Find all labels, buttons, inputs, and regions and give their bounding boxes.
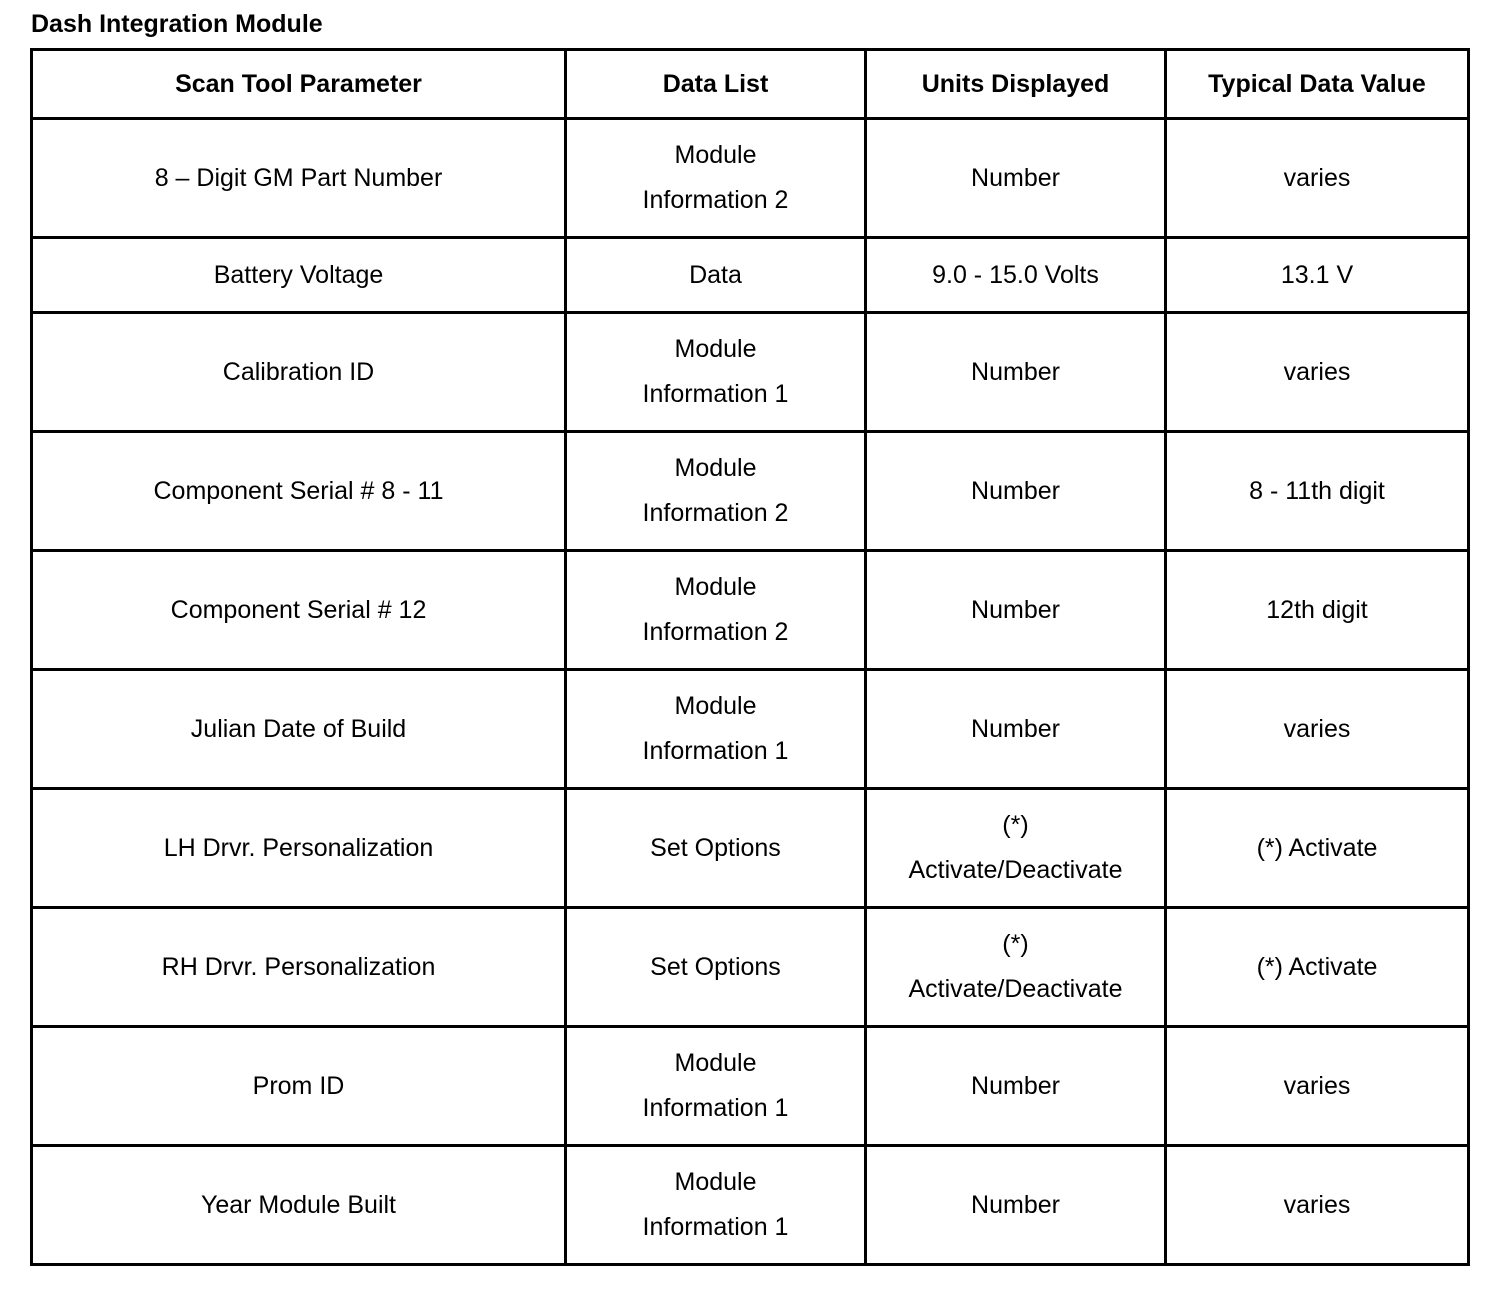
cell-units — [866, 670, 1166, 789]
cell-data-list — [566, 432, 866, 551]
cell-parameter: Component Serial # 8 - 11 — [32, 432, 566, 551]
cell-data-list — [566, 119, 866, 238]
cell-data-list-line: Module — [674, 692, 757, 720]
cell-typical-value: varies — [1166, 670, 1469, 789]
cell-data-list-line: Information 2 — [642, 186, 789, 214]
cell-data-list-line: Information 2 — [642, 618, 789, 646]
cell-parameter: Year Module Built — [32, 1146, 566, 1265]
table-body — [32, 119, 1469, 1265]
cell-units-line: (*) — [1002, 811, 1029, 839]
cell-units-line: Number — [971, 1190, 1060, 1219]
cell-data-list-line: Information 1 — [642, 1094, 789, 1122]
cell-data-list-line: Set Options — [650, 952, 781, 981]
cell-units — [866, 313, 1166, 432]
table-row — [32, 432, 1469, 551]
cell-units — [866, 1027, 1166, 1146]
cell-typical-value: (*) Activate — [1166, 908, 1469, 1027]
cell-typical-value: varies — [1166, 1146, 1469, 1265]
table-row — [32, 119, 1469, 238]
cell-data-list-line: Information 1 — [642, 380, 789, 408]
table-row — [32, 908, 1469, 1027]
cell-typical-value: (*) Activate — [1166, 789, 1469, 908]
cell-data-list-line: Module — [674, 454, 757, 482]
table-row — [32, 1146, 1469, 1265]
cell-units — [866, 908, 1166, 1027]
cell-parameter: LH Drvr. Personalization — [32, 789, 566, 908]
cell-typical-value: varies — [1166, 119, 1469, 238]
cell-typical-value: 12th digit — [1166, 551, 1469, 670]
cell-data-list — [566, 238, 866, 313]
cell-units — [866, 1146, 1166, 1265]
cell-data-list-line: Set Options — [650, 833, 781, 862]
cell-data-list — [566, 1146, 866, 1265]
cell-data-list-line: Data — [689, 260, 742, 289]
cell-units-line: Number — [971, 714, 1060, 743]
cell-data-list — [566, 670, 866, 789]
cell-units — [866, 789, 1166, 908]
cell-data-list-line: Module — [674, 1049, 757, 1077]
cell-parameter: Component Serial # 12 — [32, 551, 566, 670]
header-data-list: Data List — [566, 50, 866, 119]
cell-typical-value: 8 - 11th digit — [1166, 432, 1469, 551]
header-scan-tool-parameter: Scan Tool Parameter — [32, 50, 566, 119]
cell-data-list — [566, 1027, 866, 1146]
cell-data-list — [566, 551, 866, 670]
table-row — [32, 670, 1469, 789]
table-header-row — [32, 50, 1469, 119]
cell-parameter: 8 – Digit GM Part Number — [32, 119, 566, 238]
cell-units-line: Number — [971, 476, 1060, 505]
cell-units — [866, 238, 1166, 313]
document-title: Dash Integration Module — [31, 10, 323, 38]
cell-parameter: Julian Date of Build — [32, 670, 566, 789]
cell-units — [866, 551, 1166, 670]
table-row — [32, 238, 1469, 313]
cell-parameter: Prom ID — [32, 1027, 566, 1146]
table-row — [32, 551, 1469, 670]
cell-units-line: 9.0 - 15.0 Volts — [932, 260, 1099, 289]
cell-parameter: Calibration ID — [32, 313, 566, 432]
cell-units-line: Activate/Deactivate — [908, 975, 1123, 1003]
cell-units-line: Number — [971, 1071, 1060, 1100]
cell-parameter: Battery Voltage — [32, 238, 566, 313]
cell-typical-value: 13.1 V — [1166, 238, 1469, 313]
cell-data-list-line: Module — [674, 335, 757, 363]
scan-tool-parameter-table — [30, 48, 1470, 1266]
table-row — [32, 1027, 1469, 1146]
cell-data-list-line: Module — [674, 573, 757, 601]
cell-units-line: Activate/Deactivate — [908, 856, 1123, 884]
cell-units — [866, 119, 1166, 238]
cell-data-list — [566, 789, 866, 908]
cell-data-list — [566, 908, 866, 1027]
table-row — [32, 313, 1469, 432]
cell-units — [866, 432, 1166, 551]
cell-typical-value: varies — [1166, 1027, 1469, 1146]
cell-data-list-line: Information 1 — [642, 1213, 789, 1241]
cell-data-list-line: Module — [674, 141, 757, 169]
cell-units-line: Number — [971, 163, 1060, 192]
cell-parameter: RH Drvr. Personalization — [32, 908, 566, 1027]
header-units-displayed: Units Displayed — [866, 50, 1166, 119]
cell-data-list-line: Module — [674, 1168, 757, 1196]
cell-data-list-line: Information 2 — [642, 499, 789, 527]
table-row — [32, 789, 1469, 908]
cell-units-line: Number — [971, 595, 1060, 624]
cell-units-line: (*) — [1002, 930, 1029, 958]
cell-units-line: Number — [971, 357, 1060, 386]
cell-data-list — [566, 313, 866, 432]
cell-data-list-line: Information 1 — [642, 737, 789, 765]
cell-typical-value: varies — [1166, 313, 1469, 432]
header-typical-data-value: Typical Data Value — [1166, 50, 1469, 119]
